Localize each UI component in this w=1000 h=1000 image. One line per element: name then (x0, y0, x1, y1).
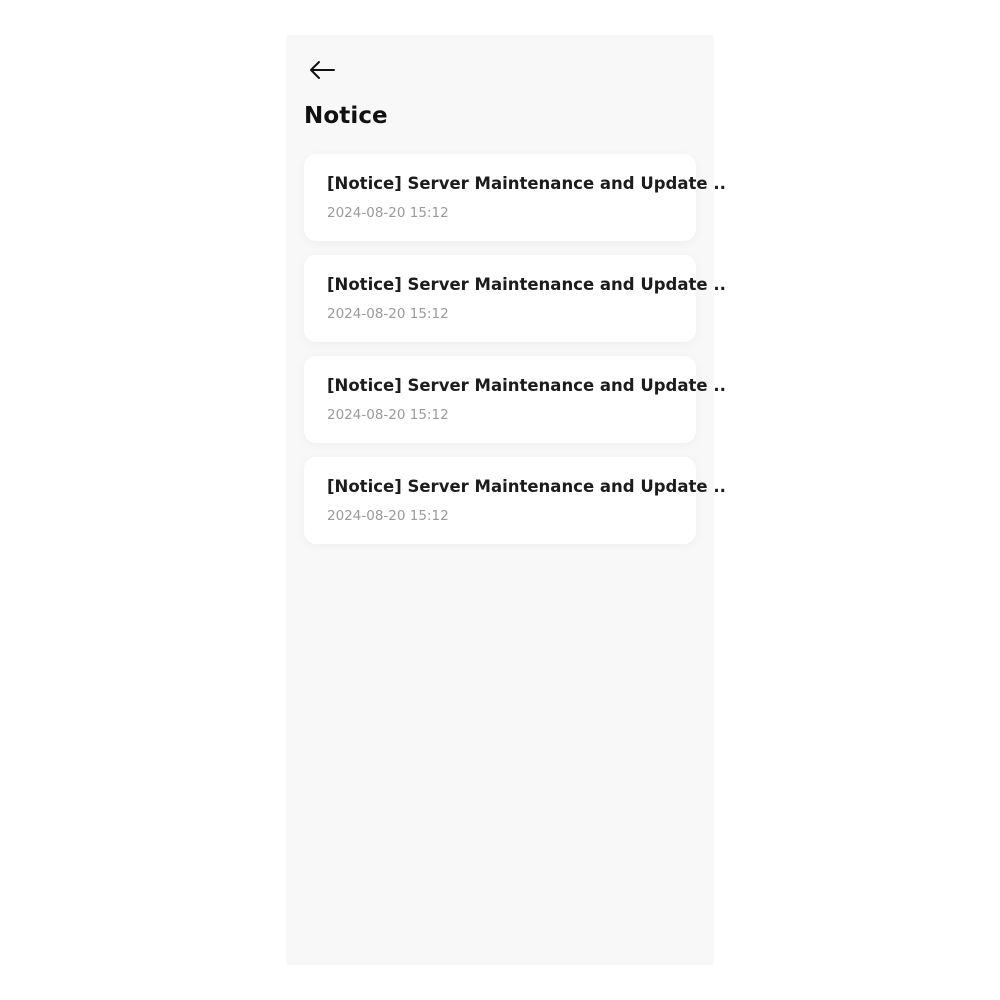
notice-item[interactable] (304, 255, 726, 342)
notice-screen (286, 35, 726, 965)
notice-item[interactable] (304, 154, 726, 241)
notice-title: [Notice] Server Maintenance and Update .. (327, 275, 726, 294)
notice-date: 2024-08-20 15:12 (327, 205, 449, 221)
arrow-left-icon (309, 61, 335, 79)
page-title: Notice (304, 103, 388, 129)
notice-date: 2024-08-20 15:12 (327, 306, 449, 322)
back-button[interactable] (304, 53, 340, 87)
notice-title: [Notice] Server Maintenance and Update .. (327, 174, 726, 193)
notice-title: [Notice] Server Maintenance and Update .. (327, 376, 726, 395)
notice-date: 2024-08-20 15:12 (327, 407, 449, 423)
notice-item[interactable] (304, 356, 726, 443)
notice-title: [Notice] Server Maintenance and Update .. (327, 477, 726, 496)
notice-item[interactable] (304, 457, 726, 544)
notice-date: 2024-08-20 15:12 (327, 508, 449, 524)
notice-list (304, 154, 726, 544)
